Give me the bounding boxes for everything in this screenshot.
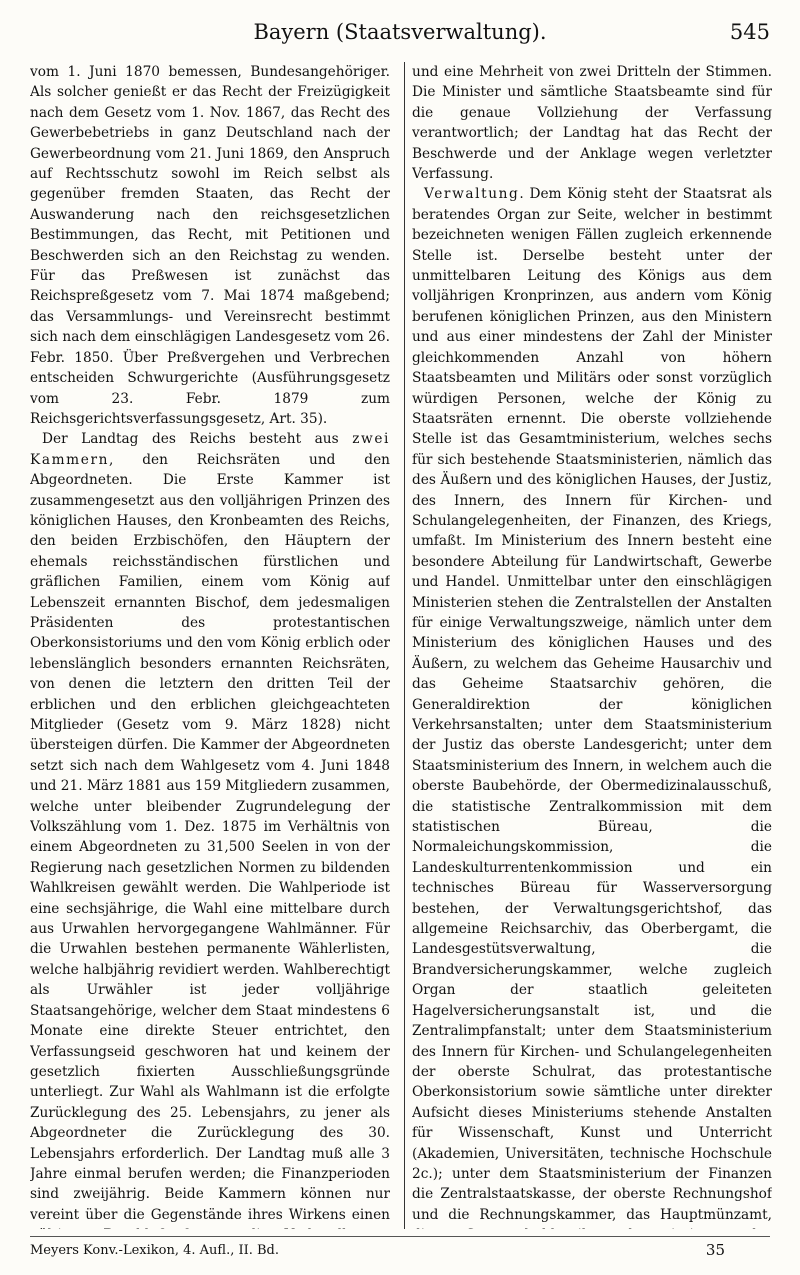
paragraph-landtag-body: , den Reichsräten und den Abgeordneten. Die Erste Kammer ist zusammengesetzt aus den volljährigen Prinzen des königlichen Hauses, den Kronbeamten des Reichs, den beiden Erzbischöfen, den Häuptern der ehemals reichsständischen fürstlichen und gräflichen Familien, einem vom König auf Lebenszeit ernannten Bischof, dem jedesmaligen Präsidenten des protestantischen Oberkonsistoriums und den vom König erblich oder lebenslänglich besonders ernannten Reichsräten, von denen die letztern den dritten Teil der erblichen und den erblichen gleichgeachteten Mitglieder (Gesetz vom 9. März 1828) nicht übersteigen dürfen. Die Kammer der Abgeordneten setzt sich nach dem Wahlgesetz vom 4. Juni 1848 und 21. März 1881 aus 159 Mitgliedern zusammen, welche unter bleibender Zugrundelegung der Volkszählung vom 1. Dez. 1875 im Verhältnis von einem Abgeordneten zu 31,500 Seelen in von der Regierung nach gesetzlichen Normen zu bildenden Wahlkreisen gewählt werden. Die Wahlperiode ist eine sechsjährige, die Wahl eine mittelbare durch aus Urwahlen hervorgegangene Wahlmänner. Für die Urwahlen bestehen permanente Wählerlisten, welche halbjährig revidiert werden. Wahlberechtigt als Urwähler ist jeder volljährige Staatsangehörige, welcher dem Staat mindestens 6 Monate eine direkte Steuer entrichtet, den Verfassungseid geschworen hat und keinem der gesetzlich fixierten Ausschließungsgründe unterliegt. Zur Wahl als Wahlmann ist die erfolgte Zurücklegung des 25. Lebensjahrs, zu jener als Abgeordneter die Zurücklegung des 30. Lebensjahrs erforderlich. Der Landtag muß alle 3 Jahre einmal berufen werden; die Finanzperioden sind zweijährig. Beide Kammern können nur vereint über die Gegenstände ihres Wirkens einen	[30, 451, 390, 1223]
spaced-term-verwaltung: Verwaltung	[424, 186, 520, 203]
text-columns	[30, 62, 772, 1229]
running-title: Bayern (Staatsverwaltung).	[253, 20, 547, 44]
right-column	[412, 62, 772, 1229]
spaced-term-zwei-kammern: zwei Kammern	[30, 431, 390, 468]
paragraph-landtag	[30, 429, 390, 1229]
page-header	[30, 20, 770, 54]
paragraph-continuation: und eine Mehrheit von zwei Dritteln der Stimmen. Die Minister und sämtliche Staatsbeamte sind für die genaue Vollziehung der Verfassung verantwortlich; der Landtag hat das Recht der Beschwerde und der Anklage wegen verletzter Verfassung.	[412, 64, 772, 183]
page-number: 545	[729, 20, 770, 44]
footer-source: Meyers Konv.-Lexikon, 4. Aufl., II. Bd.	[30, 1243, 280, 1258]
paragraph-landtag-lead: Der Landtag des Reichs besteht aus	[42, 431, 353, 448]
left-column	[30, 62, 390, 1229]
footer-signature: 35	[705, 1241, 725, 1259]
paragraph-verwaltung	[412, 184, 772, 1229]
page-footer	[30, 1236, 770, 1267]
paragraph-verwaltung-body: . Dem König steht der Staatsrat als beratendes Organ zur Seite, welcher in bestimmt bezeichneten wenigen Fällen zugleich erkennende Stelle ist. Derselbe besteht unter der unmittelbaren Leitung des Königs aus dem volljährigen Kronprinzen, aus andern vom König berufenen königlichen Prinzen, aus den Ministern und aus einer mindestens der Zahl der Minister gleichkommenden Anzahl von höhern Staatsbeamten und Militärs oder sonst vorzüglich würdigen Personen, welche der König zu Staatsräten ernennt. Die oberste vollziehende Stelle ist das Gesamtministerium, welches sechs für sich bestehende Staatsministerien, nämlich das des Äußern und des königlichen Hauses, der Justiz, des Innern, des Innern für Kirchen- und Schulangelegenheiten, der Finanzen, des Kriegs, umfaßt. Im Ministerium des Innern besteht eine besondere Abteilung für Landwirtschaft, Gewerbe und Handel. Unmittelbar unter den einschlägigen Ministerien stehen die Zentralstellen der Anstalten für einige Verwaltungszweige, nämlich unter dem Ministerium des königlichen Hauses und des Äußern, zu welchem das Geheime Hausarchiv und das Geheime Staatsarchiv gehören, die Generaldirektion der königlichen Verkehrsanstalten; unter dem Staatsministerium der Justiz das oberste Landesgericht; unter dem Staatsministerium des Innern, in welchem auch die oberste Baubehörde, der Obermedizinalausschuß, die statistische Zentralkommission mit dem statistischen Büreau, die Normaleichungskommission, die Landeskulturrentenkommission und ein technisches Büreau für Wasserversorgung bestehen, der Verwaltungsgerichtshof, das allgemeine Reichsarchiv, das Oberbergamt, die Landesgestütsverwaltung, die Brandversicherungskammer, welche zugleich Organ der staatlich geleiteten Hagelversicherungsanstalt ist, und die Zentralimpfanstalt; unter dem Staatsministerium des Innern für Kirchen- und Schulangelegenheiten der oberste Schulrat, das protestantische Oberkonsistorium sowie sämtliche unter direkter Aufsicht dieses Ministeriums stehende Anstalten für Wissenschaft, Kunst und Unterricht (Akademien, Universitäten, technische Hochschule 2c.); unter dem Staatsministerium der Finanzen die Zentralstaatskasse, der oberste Rechnungshof und die Rechnungskammer, das Hauptmünzamt,	[412, 186, 772, 1223]
paragraph-citizenship: vom 1. Juni 1870 bemessen, Bundesangehöriger. Als solcher genießt er das Recht der Freizügigkeit nach dem Gesetz vom 1. Nov. 1867, das Recht des Gewerbebetriebs in ganz Deutschland nach der Gewerbeordnung vom 21. Juni 1869, den Anspruch auf Rechtsschutz sowohl im Reich selbst als gegenüber fremden Staaten, das Recht der Auswanderung nach den reichsgesetzlichen Bestimmungen, das Recht, mit Petitionen und Beschwerden sich an den Reichstag zu wenden. Für das Preßwesen ist zunächst das Reichspreßgesetz vom 7. Mai 1874 maßgebend; das Versammlungs- und Vereinsrecht bestimmt sich nach dem einschlägigen Landesgesetz vom 26. Febr. 1850. Über Preßvergehen und Verbrechen entscheiden Schwurgerichte (Ausführungsgesetz vom 23. Febr. 1879 zum Reichsgerichtsverfassungsgesetz, Art. 35).	[30, 64, 390, 427]
